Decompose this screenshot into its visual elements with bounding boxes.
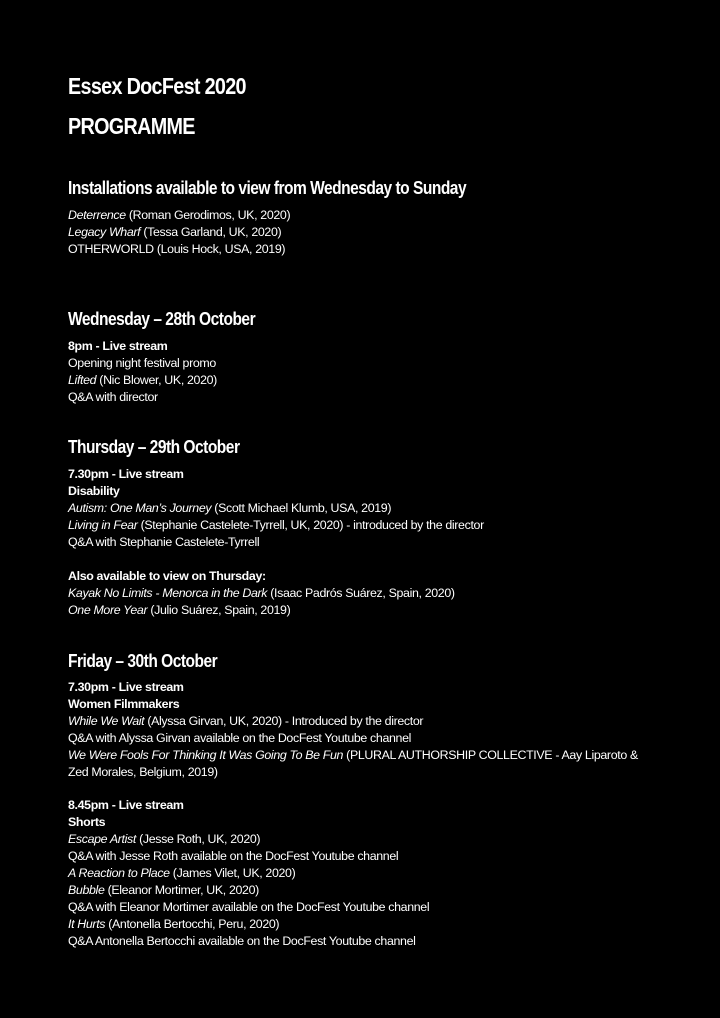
list-item: OTHERWORLD (Louis Hock, USA, 2019) — [68, 242, 286, 256]
session-theme: Shorts — [68, 815, 106, 829]
film-title: Kayak No Limits - Menorca in the Dark — [68, 586, 268, 600]
film-title: One More Year — [68, 603, 148, 617]
film-title: While We Wait — [68, 714, 145, 728]
film-title: Deterrence — [68, 208, 126, 222]
list-item — [68, 207, 668, 224]
session-theme: Disability — [68, 484, 120, 498]
qa-note: Q&A with Jesse Roth available on the DocFest Youtube channel — [68, 849, 399, 863]
list-item — [68, 500, 668, 517]
list-item — [68, 831, 668, 848]
film-title: Living in Fear — [68, 518, 138, 532]
film-detail: (Eleanor Mortimer, UK, 2020) — [104, 883, 259, 897]
list-item — [68, 747, 658, 781]
thursday-schedule — [68, 466, 668, 551]
session-theme: Women Filmmakers — [68, 697, 180, 711]
qa-note: Q&A Antonella Bertocchi available on the DocFest Youtube channel — [68, 934, 416, 948]
list-item — [68, 517, 668, 534]
list-item — [68, 865, 668, 882]
session-time: 8.45pm - Live stream — [68, 798, 184, 812]
film-detail: (James Vilet, UK, 2020) — [169, 866, 296, 880]
installations-list — [68, 207, 668, 258]
session-time: 8pm - Live stream — [68, 339, 168, 353]
film-detail: (Roman Gerodimos, UK, 2020) — [125, 208, 291, 222]
film-title: Legacy Wharf — [68, 225, 141, 239]
list-item: Opening night festival promo — [68, 356, 216, 370]
film-title: We Were Fools For Thinking It Was Going To Be Fun — [68, 748, 344, 762]
list-item — [68, 882, 668, 899]
film-detail: (Alyssa Girvan, UK, 2020) - Introduced by the director — [144, 714, 424, 728]
list-item — [68, 713, 668, 730]
installations-heading: Installations available to view from Wednesday to Sunday — [68, 177, 467, 198]
thursday-heading: Thursday – 29th October — [68, 436, 240, 457]
list-item — [68, 916, 668, 933]
friday-session-2 — [68, 797, 668, 950]
wednesday-schedule — [68, 338, 668, 406]
film-detail: (Julio Suárez, Spain, 2019) — [147, 603, 291, 617]
film-title: It Hurts — [68, 917, 106, 931]
friday-heading: Friday – 30th October — [68, 650, 218, 671]
friday-session-1 — [68, 679, 668, 781]
film-detail: (Stephanie Castelete-Tyrrell, UK, 2020) - introduced by the director — [137, 518, 484, 532]
qa-note: Q&A with Alyssa Girvan available on the DocFest Youtube channel — [68, 731, 412, 745]
film-title: Lifted — [68, 373, 97, 387]
film-detail: (PLURAL AUTHORSHIP COLLECTIVE - Aay Liparoto & Zed Morales, Belgium, 2019) — [68, 748, 638, 779]
page-title: Essex DocFest 2020 — [68, 73, 246, 99]
film-detail: (Tessa Garland, UK, 2020) — [140, 225, 282, 239]
also-available-heading: Also available to view on Thursday: — [68, 569, 266, 583]
qa-note: Q&A with director — [68, 390, 158, 404]
session-time: 7.30pm - Live stream — [68, 467, 184, 481]
qa-note: Q&A with Eleanor Mortimer available on the DocFest Youtube channel — [68, 900, 430, 914]
page-subtitle: PROGRAMME — [68, 113, 195, 139]
film-title: Bubble — [68, 883, 105, 897]
film-detail: (Scott Michael Klumb, USA, 2019) — [211, 501, 392, 515]
film-detail: (Antonella Bertocchi, Peru, 2020) — [105, 917, 280, 931]
film-detail: (Jesse Roth, UK, 2020) — [136, 832, 261, 846]
qa-note: Q&A with Stephanie Castelete-Tyrrell — [68, 535, 260, 549]
wednesday-heading: Wednesday – 28th October — [68, 308, 256, 329]
list-item — [68, 224, 668, 241]
film-title: Autism: One Man’s Journey — [68, 501, 212, 515]
session-time: 7.30pm - Live stream — [68, 680, 184, 694]
film-title: A Reaction to Place — [68, 866, 170, 880]
thursday-also-available — [68, 568, 668, 619]
film-detail: (Nic Blower, UK, 2020) — [96, 373, 217, 387]
list-item — [68, 372, 668, 389]
film-detail: (Isaac Padrós Suárez, Spain, 2020) — [267, 586, 455, 600]
list-item — [68, 602, 668, 619]
film-title: Escape Artist — [68, 832, 136, 846]
list-item — [68, 585, 668, 602]
